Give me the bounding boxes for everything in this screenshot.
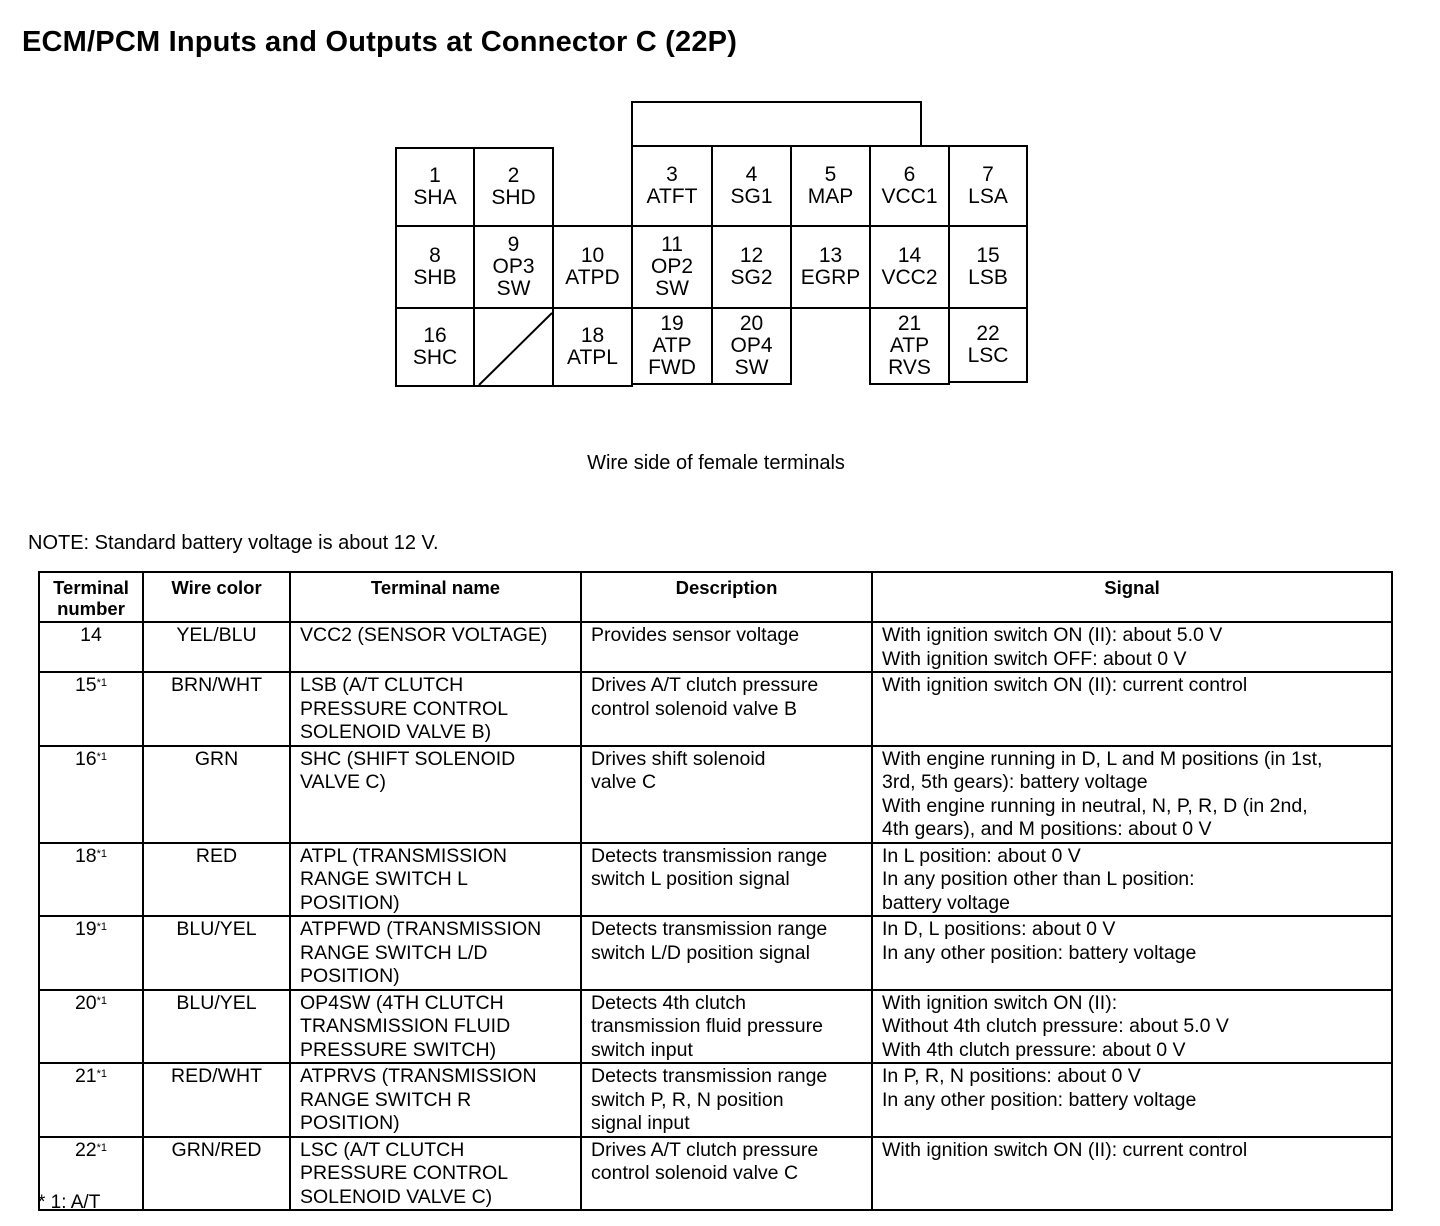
terminal-number: 18: [580, 324, 605, 347]
terminal-21: [869, 307, 950, 385]
text-line: With ignition switch ON (II): about 5.0 V: [882, 624, 1223, 646]
text-line: In D, L positions: about 0 V: [882, 918, 1116, 940]
cell-terminal-number: [39, 916, 143, 990]
blank-slash: [475, 309, 554, 387]
header-signal: Signal: [872, 572, 1392, 622]
text-line: VCC2 (SENSOR VOLTAGE): [300, 624, 548, 646]
terminal-17-blank: [473, 307, 554, 387]
terminal-label: LSB: [968, 266, 1008, 289]
text-line: In any position other than L position:: [882, 868, 1195, 890]
text-line: VALVE C): [300, 771, 386, 793]
terminal-5: [790, 145, 871, 227]
text-line: With ignition switch ON (II):: [882, 991, 1118, 1014]
terminal-number: 11: [661, 233, 683, 256]
terminal-number: 21: [897, 312, 922, 335]
battery-note: NOTE: Standard battery voltage is about 12 V.: [28, 532, 439, 554]
text-line: In P, R, N positions: about 0 V: [882, 1065, 1141, 1087]
terminal-label: SG2: [730, 266, 773, 289]
text-line: With ignition switch ON (II): current control: [882, 1138, 1248, 1161]
cell-signal: [872, 672, 1392, 746]
text-line: Detects transmission range: [591, 918, 828, 940]
terminal-number: 6: [903, 163, 916, 186]
cell-wire-color: BLU/YEL: [143, 916, 290, 990]
terminal-number: 13: [818, 244, 843, 267]
terminal-label: EGRP: [800, 266, 861, 289]
terminal-label: ATP FWD: [648, 334, 696, 379]
header-wire-color: Wire color: [143, 572, 290, 622]
text-line: ATPL (TRANSMISSION: [300, 844, 507, 867]
cell-signal: [872, 1137, 1392, 1211]
text-line: switch L/D position signal: [591, 941, 810, 964]
terminal-18: [552, 307, 633, 387]
terminal-2: [473, 147, 554, 227]
footnote-mark: *1: [96, 847, 108, 860]
text-line: Without 4th clutch pressure: about 5.0 V: [882, 1015, 1229, 1037]
table-row: [39, 990, 1392, 1064]
cell-terminal-number: [39, 746, 143, 843]
terminal-label: MAP: [807, 185, 854, 208]
text-line: RANGE SWITCH L/D: [300, 941, 488, 964]
cell-terminal-name: [290, 843, 581, 917]
cell-description: [581, 746, 872, 843]
text-line: Detects transmission range: [591, 1065, 828, 1087]
terminal-number: 14: [80, 624, 102, 646]
terminal-number: 21: [74, 1065, 97, 1087]
cell-wire-color: GRN: [143, 746, 290, 843]
cell-terminal-name: [290, 1063, 581, 1137]
table-row: [39, 1063, 1392, 1137]
terminal-8: [395, 225, 475, 309]
terminal-label: SHD: [491, 186, 536, 209]
cell-terminal-name: [290, 672, 581, 746]
terminal-label: SG1: [730, 185, 773, 208]
text-line: Provides sensor voltage: [591, 624, 800, 646]
terminal-number: 15: [976, 244, 1000, 267]
text-line: transmission fluid pressure: [591, 1015, 823, 1037]
terminal-label: VCC1: [881, 185, 938, 208]
terminal-number: 16: [423, 324, 447, 347]
cell-terminal-number: [39, 990, 143, 1064]
cell-signal: [872, 622, 1392, 672]
terminal-number: 18: [74, 844, 97, 867]
terminal-number: 12: [739, 244, 764, 267]
cell-terminal-number: [39, 843, 143, 917]
text-line: PRESSURE CONTROL: [300, 1162, 509, 1184]
text-line: POSITION): [300, 1112, 400, 1134]
header-terminal-name: Terminal name: [290, 572, 581, 622]
terminal-20: [711, 307, 792, 385]
text-line: POSITION): [300, 891, 400, 914]
terminal-number: 14: [897, 244, 922, 267]
terminal-13: [790, 225, 871, 309]
text-line: With ignition switch OFF: about 0 V: [882, 647, 1187, 670]
terminal-number: 8: [429, 244, 441, 267]
text-line: switch L position signal: [591, 868, 790, 890]
text-line: Drives shift solenoid: [591, 747, 766, 770]
text-line: RANGE SWITCH R: [300, 1088, 472, 1111]
terminal-number: 16: [74, 747, 97, 770]
cell-terminal-name: [290, 1137, 581, 1211]
text-line: PRESSURE SWITCH): [300, 1038, 497, 1061]
text-line: battery voltage: [882, 891, 1010, 914]
footnote-mark: *1: [96, 1068, 108, 1080]
cell-terminal-name: [290, 746, 581, 843]
footnote-mark: *1: [96, 1141, 108, 1154]
connector-caption: Wire side of female terminals: [587, 452, 845, 474]
terminal-number: 19: [74, 918, 97, 940]
terminal-label: SHA: [413, 186, 457, 209]
terminal-9: [473, 225, 554, 309]
text-line: With 4th clutch pressure: about 0 V: [882, 1038, 1186, 1061]
text-line: switch P, R, N position: [591, 1088, 784, 1111]
terminal-label: SHB: [413, 266, 457, 289]
table-row: [39, 843, 1392, 917]
terminal-label: ATPL: [567, 346, 618, 369]
connector-diagram: [0, 0, 1440, 420]
terminal-label: ATFT: [646, 185, 698, 208]
text-line: In L position: about 0 V: [882, 844, 1081, 867]
text-line: Detects transmission range: [591, 844, 828, 867]
header-description: Description: [581, 572, 872, 622]
terminal-12: [711, 225, 792, 309]
terminal-number: 20: [74, 991, 97, 1014]
cell-wire-color: RED: [143, 843, 290, 917]
terminal-4: [711, 145, 792, 227]
terminal-label: LSC: [967, 344, 1009, 367]
cell-wire-color: RED/WHT: [143, 1063, 290, 1137]
text-line: With engine running in D, L and M positions (in 1st,: [882, 747, 1323, 770]
footnote-mark: *1: [96, 677, 108, 689]
terminal-number: 15: [74, 674, 97, 696]
text-line: POSITION): [300, 965, 400, 987]
text-line: In any other position: battery voltage: [882, 941, 1197, 964]
text-line: SHC (SHIFT SOLENOID: [300, 747, 516, 770]
text-line: ATPRVS (TRANSMISSION: [300, 1065, 537, 1087]
terminal-number: 5: [824, 163, 837, 186]
text-line: Drives A/T clutch pressure: [591, 1138, 819, 1161]
terminal-number: 4: [745, 163, 758, 186]
terminal-1: [395, 147, 475, 227]
cell-wire-color: YEL/BLU: [143, 622, 290, 672]
text-line: LSB (A/T CLUTCH: [300, 674, 464, 696]
terminal-19: [631, 307, 713, 385]
table-row: [39, 746, 1392, 843]
terminal-label: OP2 SW: [650, 255, 694, 300]
terminal-label: ATP RVS: [888, 334, 931, 379]
table-row: [39, 672, 1392, 746]
text-line: valve C: [591, 771, 657, 793]
text-line: With engine running in neutral, N, P, R, D (in 2nd,: [882, 794, 1308, 817]
cell-wire-color: GRN/RED: [143, 1137, 290, 1211]
text-line: ATPFWD (TRANSMISSION: [300, 918, 542, 940]
cell-description: [581, 672, 872, 746]
cell-terminal-name: [290, 990, 581, 1064]
text-line: OP4SW (4TH CLUTCH: [300, 991, 504, 1014]
terminal-number: 3: [666, 163, 678, 186]
text-line: Drives A/T clutch pressure: [591, 674, 819, 696]
terminal-11: [631, 225, 713, 309]
cell-terminal-number: [39, 1063, 143, 1137]
cell-terminal-name: [290, 622, 581, 672]
terminal-number: 7: [982, 163, 994, 186]
terminal-14: [869, 225, 950, 309]
terminal-number: 9: [507, 233, 520, 256]
terminal-label: VCC2: [881, 266, 938, 289]
cell-description: [581, 1137, 872, 1211]
terminal-number: 1: [429, 164, 441, 187]
cell-description: [581, 843, 872, 917]
page-title: ECM/PCM Inputs and Outputs at Connector C (22P): [22, 26, 738, 58]
cell-wire-color: BLU/YEL: [143, 990, 290, 1064]
terminal-3: [631, 145, 713, 227]
terminal-label: OP3 SW: [492, 255, 535, 300]
terminal-16: [395, 307, 475, 387]
footnote-mark: *1: [96, 750, 108, 763]
text-line: switch input: [591, 1038, 693, 1061]
cell-signal: [872, 746, 1392, 843]
cell-signal: [872, 1063, 1392, 1137]
terminal-number: 2: [507, 164, 520, 187]
terminal-10: [552, 225, 633, 309]
terminal-table: [38, 571, 1393, 1211]
text-line: SOLENOID VALVE C): [300, 1185, 493, 1208]
terminal-label: OP4 SW: [730, 334, 773, 379]
text-line: control solenoid valve B: [591, 697, 797, 720]
terminal-label: ATPD: [565, 266, 620, 289]
table-row: [39, 916, 1392, 990]
table-row: [39, 1137, 1392, 1211]
cell-terminal-name: [290, 916, 581, 990]
table-row: [39, 622, 1392, 672]
footnote: * 1: A/T: [38, 1192, 101, 1213]
text-line: 4th gears), and M positions: about 0 V: [882, 818, 1212, 840]
text-line: 3rd, 5th gears): battery voltage: [882, 771, 1148, 793]
cell-description: [581, 916, 872, 990]
connector-lock-tab: [631, 101, 922, 147]
terminal-6: [869, 145, 950, 227]
terminal-number: 22: [74, 1138, 97, 1161]
terminal-number: 19: [660, 312, 684, 335]
text-line: In any other position: battery voltage: [882, 1088, 1197, 1111]
cell-signal: [872, 916, 1392, 990]
terminal-number: 20: [739, 312, 764, 335]
text-line: Detects 4th clutch: [591, 991, 746, 1014]
cell-signal: [872, 990, 1392, 1064]
terminal-number: 10: [580, 244, 605, 267]
text-line: With ignition switch ON (II): current control: [882, 674, 1248, 696]
terminal-22: [948, 307, 1028, 383]
text-line: PRESSURE CONTROL: [300, 697, 509, 720]
cell-wire-color: BRN/WHT: [143, 672, 290, 746]
cell-signal: [872, 843, 1392, 917]
cell-description: [581, 1063, 872, 1137]
terminal-label: SHC: [412, 346, 458, 369]
footnote-mark: *1: [96, 994, 108, 1007]
table-header-row: [39, 572, 1392, 622]
terminal-label: LSA: [968, 185, 1008, 208]
terminal-15: [948, 225, 1028, 309]
text-line: signal input: [591, 1112, 690, 1134]
text-line: control solenoid valve C: [591, 1162, 799, 1184]
cell-terminal-number: [39, 622, 143, 672]
header-terminal-number: Terminal number: [39, 572, 143, 622]
text-line: TRANSMISSION FLUID: [300, 1015, 511, 1037]
cell-terminal-number: [39, 672, 143, 746]
text-line: RANGE SWITCH L: [300, 868, 468, 890]
terminal-number: 22: [976, 322, 1000, 345]
text-line: SOLENOID VALVE B): [300, 721, 492, 743]
footnote-mark: *1: [96, 921, 108, 933]
cell-description: [581, 622, 872, 672]
text-line: LSC (A/T CLUTCH: [300, 1138, 465, 1161]
cell-description: [581, 990, 872, 1064]
terminal-7: [948, 145, 1028, 227]
